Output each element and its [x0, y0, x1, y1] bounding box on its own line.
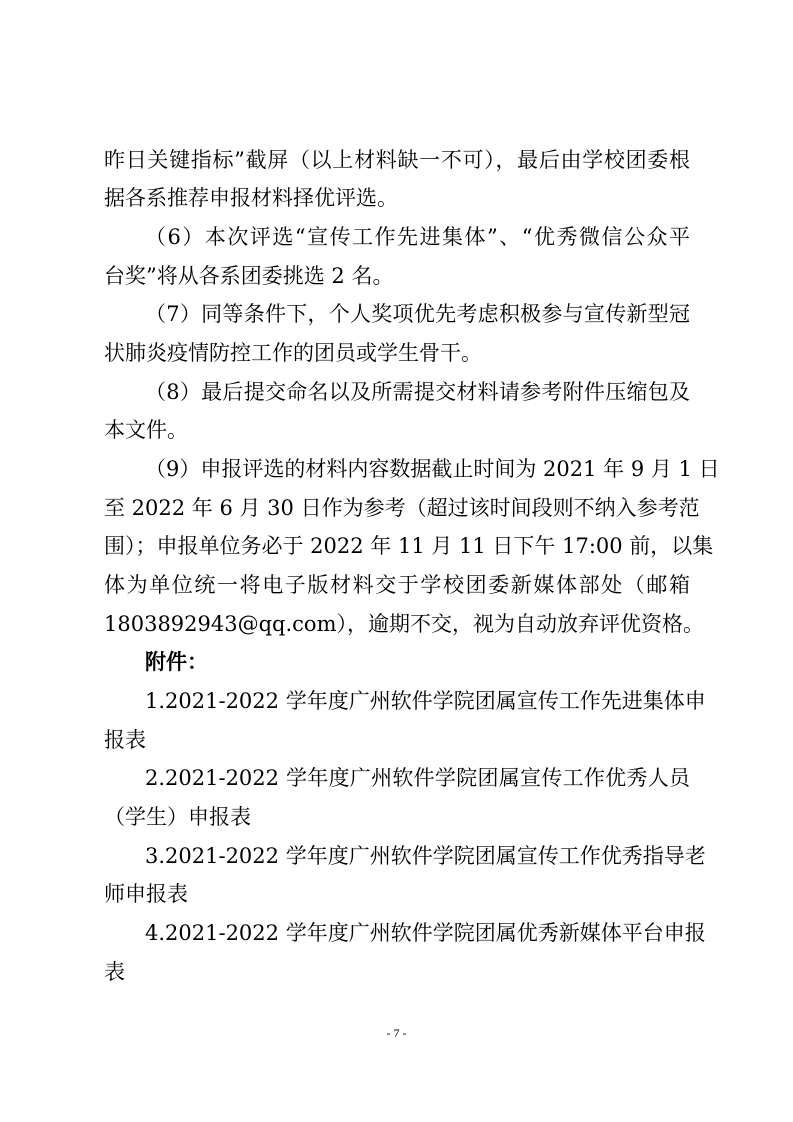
paragraph-line: 至 2022 年 6 月 30 日作为参考（超过该时间段则不纳入参考范 — [104, 496, 700, 520]
paragraph-line: 据各系推荐申报材料择优评选。 — [104, 186, 398, 210]
paragraph-line: 1803892943@qq.com），逾期不交，视为自动放弃评优资格。 — [104, 612, 704, 636]
paragraph-line: 台奖”将从各系团委挑选 2 名。 — [104, 264, 394, 288]
attachment-item: 表 — [104, 960, 125, 984]
paragraph-line: （6）本次评选“宣传工作先进集体”、“优秀微信公众平 — [145, 225, 690, 249]
attachment-item: （学生）申报表 — [104, 805, 251, 829]
paragraph-line: 体为单位统一将电子版材料交于学校团委新媒体部处（邮箱 — [104, 573, 690, 597]
attachments-heading: 附件： — [145, 650, 208, 674]
attachment-item: 2.2021-2022 学年度广州软件学院团属宣传工作优秀人员 — [145, 766, 690, 790]
attachment-item: 4.2021-2022 学年度广州软件学院团属优秀新媒体平台申报 — [145, 921, 706, 945]
paragraph-line: （7）同等条件下，个人奖项优先考虑积极参与宣传新型冠 — [145, 302, 690, 326]
page-number: - 7 - — [386, 1026, 407, 1040]
paragraph-line: 本文件。 — [104, 418, 188, 442]
paragraph-line: 昨日关键指标”截屏（以上材料缺一不可），最后由学校团委根 — [104, 148, 690, 172]
attachment-item: 报表 — [104, 728, 146, 752]
paragraph-line: 围）；申报单位务必于 2022 年 11 月 11 日下午 17:00 前，以集 — [104, 534, 714, 558]
paragraph-line: （9）申报评选的材料内容数据截止时间为 2021 年 9 月 1 日 — [145, 457, 720, 481]
attachment-item: 师申报表 — [104, 882, 188, 906]
attachment-item: 3.2021-2022 学年度广州软件学院团属宣传工作优秀指导老 — [145, 844, 706, 868]
paragraph-line: （8）最后提交命名以及所需提交材料请参考附件压缩包及 — [145, 380, 690, 404]
attachment-item: 1.2021-2022 学年度广州软件学院团属宣传工作先进集体申 — [145, 689, 706, 713]
paragraph-line: 状肺炎疫情防控工作的团员或学生骨干。 — [104, 341, 482, 365]
